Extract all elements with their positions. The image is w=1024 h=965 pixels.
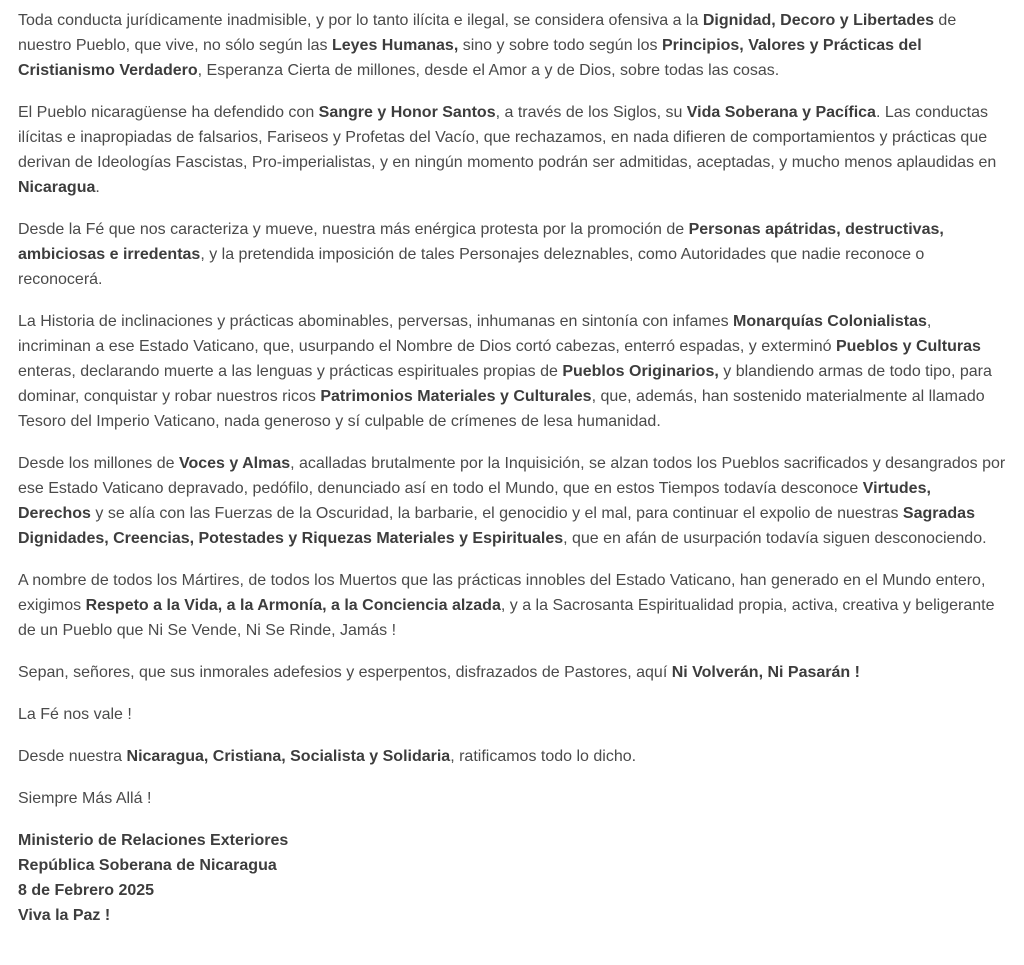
text-run: , incriminan a ese Estado Vaticano, que, usurpando el Nombre de Dios cortó cabezas, enterró espadas, y exterminó — [18, 313, 932, 355]
communique-body — [18, 8, 1008, 811]
signature-closing: Viva la Paz ! — [18, 907, 111, 924]
paragraph — [18, 309, 1008, 434]
text-run: . — [95, 179, 100, 196]
bold-text: Virtudes, Derechos — [18, 480, 931, 522]
bold-text: Sagradas Dignidades, Creencias, Potestades y Riquezas Materiales y Espirituales — [18, 505, 975, 547]
text-run: A nombre de todos los Mártires, de todos los Muertos que las prácticas innobles del Estado Vaticano, han generado en el Mundo entero, exigimos — [18, 572, 986, 614]
bold-text: Sangre y Honor Santos — [318, 104, 496, 121]
paragraph — [18, 744, 1008, 769]
text-run: de nuestro Pueblo, que vive, no sólo según las — [18, 12, 957, 54]
bold-text: Voces y Almas — [178, 455, 291, 472]
text-run: , acalladas brutalmente por la Inquisición, se alzan todos los Pueblos sacrificados y desangrados por ese Estado Vaticano depravado, pedófilo, denunciado así en todo el Mundo, que en estos Tiempos todavía desconoce — [18, 455, 1006, 497]
communique-document — [18, 8, 1008, 928]
text-run: . Las conductas ilícitas e inapropiadas de falsarios, Fariseos y Profetas del Vacío, que rechazamos, en nada difieren de comportamientos y prácticas que derivan de Ideologías Fascistas, Pro-imperialistas, y en ningún momento podrán ser admitidas, aceptadas, y mucho menos aplaudidas en — [18, 104, 997, 171]
bold-text: Dignidad, Decoro y Libertades — [702, 12, 934, 29]
text-run: Desde la Fé que nos caracteriza y mueve, nuestra más enérgica protesta por la promoción de — [18, 221, 689, 238]
signature-country: República Soberana de Nicaragua — [18, 857, 277, 874]
bold-text: Pueblos y Culturas — [835, 338, 981, 355]
text-run: y se alía con las Fuerzas de la Oscuridad, la barbarie, el genocidio y el mal, para continuar el expolio de nuestras — [90, 505, 903, 522]
text-run: Siempre Más Allá ! — [18, 790, 152, 807]
text-run: La Fé nos vale ! — [18, 706, 132, 723]
bold-text: Principios, Valores y Prácticas del Cristianismo Verdadero — [18, 37, 922, 79]
bold-text: Nicaragua, Cristiana, Socialista y Solidaria — [126, 748, 451, 765]
text-run: , a través de los Siglos, su — [495, 104, 687, 121]
text-run: y blandiendo armas de todo tipo, para dominar, conquistar y robar nuestros ricos — [18, 363, 992, 405]
signature-date: 8 de Febrero 2025 — [18, 882, 155, 899]
bold-text: Ni Volverán, Ni Pasarán ! — [671, 664, 860, 681]
bold-text: Leyes Humanas, — [331, 37, 459, 54]
text-run: Desde los millones de — [18, 455, 179, 472]
bold-text: Respeto a la Vida, a la Armonía, a la Conciencia alzada — [85, 597, 501, 614]
signature-ministry: Ministerio de Relaciones Exteriores — [18, 832, 289, 849]
text-run: sino y sobre todo según los — [458, 37, 662, 54]
paragraph — [18, 702, 1008, 727]
bold-text: Monarquías Colonialistas — [733, 313, 927, 330]
text-run: , Esperanza Cierta de millones, desde el Amor a y de Dios, sobre todas las cosas. — [197, 62, 780, 79]
bold-text: Vida Soberana y Pacífica — [686, 104, 876, 121]
text-run: , que, además, han sostenido materialmente al llamado Tesoro del Imperio Vaticano, nada generoso y sí culpable de crímenes de lesa humanidad. — [18, 388, 985, 430]
bold-text: Pueblos Originarios, — [562, 363, 719, 380]
paragraph — [18, 660, 1008, 685]
text-run: , y la pretendida imposición de tales Personajes deleznables, como Autoridades que nadie reconoce o reconocerá. — [18, 246, 925, 288]
bold-text: Nicaragua — [18, 179, 96, 196]
text-run: , que en afán de usurpación todavía siguen desconociendo. — [563, 530, 987, 547]
text-run: Sepan, señores, que sus inmorales adefesios y esperpentos, disfrazados de Pastores, aquí — [18, 664, 672, 681]
paragraph — [18, 786, 1008, 811]
text-run: , ratificamos todo lo dicho. — [450, 748, 637, 765]
text-run: La Historia de inclinaciones y prácticas abominables, perversas, inhumanas en sintonía con infames — [18, 313, 734, 330]
bold-text: Patrimonios Materiales y Culturales — [320, 388, 592, 405]
paragraph — [18, 100, 1008, 200]
bold-text: Personas apátridas, destructivas, ambiciosas e irredentas — [18, 221, 944, 263]
text-run: enteras, declarando muerte a las lenguas y prácticas espirituales propias de — [18, 363, 563, 380]
paragraph — [18, 8, 1008, 83]
text-run: Toda conducta jurídicamente inadmisible, y por lo tanto ilícita e ilegal, se considera ofensiva a la — [18, 12, 703, 29]
paragraph — [18, 568, 1008, 643]
signature-block — [18, 828, 1008, 928]
text-run: , y a la Sacrosanta Espiritualidad propia, activa, creativa y beligerante de un Pueblo que Ni Se Vende, Ni Se Rinde, Jamás ! — [18, 597, 995, 639]
text-run: Desde nuestra — [18, 748, 127, 765]
paragraph — [18, 451, 1008, 551]
paragraph — [18, 217, 1008, 292]
text-run: El Pueblo nicaragüense ha defendido con — [18, 104, 319, 121]
